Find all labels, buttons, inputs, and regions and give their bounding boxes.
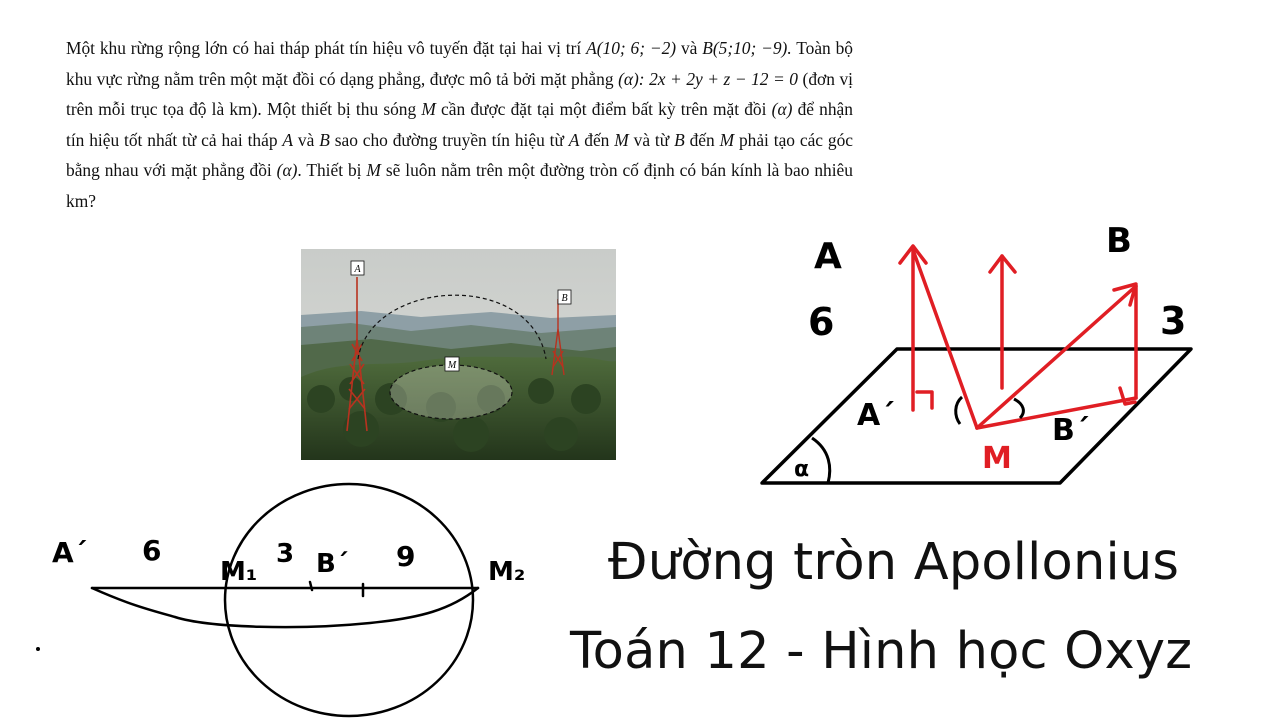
photo-label-a: A [354,264,361,275]
label-b: B [1106,221,1132,261]
label-b-prime: B´ [1052,413,1090,448]
label-a-prime: A´ [857,398,896,433]
problem-text: Một khu rừng rộng lớn có hai tháp phát tín hiệu vô tuyến đặt tại hai vị trí [66,38,582,58]
label-a: A [814,236,842,277]
num-3: 3 [1160,299,1187,343]
photo-label-m: M [447,360,457,371]
circle-num-3: 3 [276,539,295,569]
circle-label-m1: M₁ [220,557,258,587]
photo-label-b: B [561,293,568,304]
circle-num-9: 9 [396,540,416,573]
circle-label-b-prime: B´ [316,549,349,579]
point-b: B(5;10; −9). [702,38,792,58]
num-6: 6 [808,300,835,344]
plane-equation: (α): 2x + 2y + z − 12 = 0 [618,68,798,89]
video-title: Đường tròn Apollonius [608,533,1180,592]
plane-sketch [762,349,1191,483]
label-m: M [982,441,1012,476]
circle-label-a-prime: A´ [52,536,88,569]
apollonius-sketch [37,484,479,716]
problem-statement: Một khu rừng rộng lớn có hai tháp phát tín hiệu vô tuyến đặt tại hai vị trí A(10; 6; −2) và B(5;10; −9). Toàn bộ khu vực rừng nằm trên một mặt đồi có dạng phẳng, được mô tả bởi mặt phẳng (α): 2x + 2y + z − 12 = 0 (đơn vị trên mỗi trục tọa độ là km). Một thiết bị thu sóng M cần được đặt tại một điểm bất kỳ trên mặt đồi (α) để nhận tín hiệu tốt nhất từ cả hai tháp A và B sao cho đường truyền tín hiệu từ A đến M và từ B đến M phải tạo các góc bằng nhau với mặt phẳng đồi (α). Thiết bị M sẽ luôn nằm trên một đường tròn cố định có bán kính là bao nhiêu km? [66,38,853,211]
circle-num-6: 6 [142,534,162,567]
point-a: A(10; 6; −2) [586,38,677,58]
label-alpha: α [794,457,810,482]
circle-label-m2: M₂ [488,557,526,587]
video-subtitle: Toán 12 - Hình học Oxyz [570,622,1193,681]
